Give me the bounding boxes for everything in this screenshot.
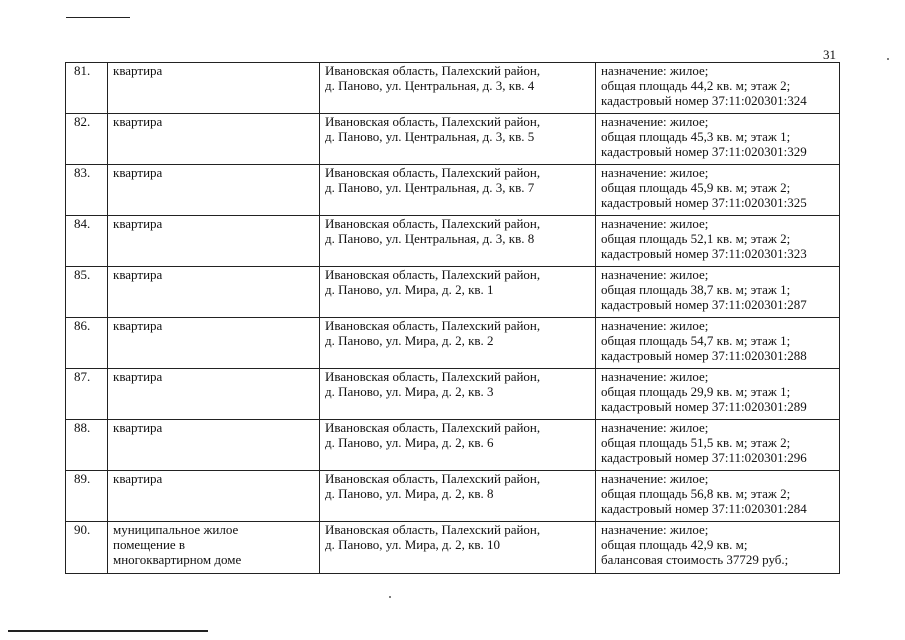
object-name-cell [108, 522, 320, 574]
register-body [66, 63, 840, 574]
object-details-line: общая площадь 45,9 кв. м; этаж 2; [601, 180, 791, 195]
object-address-line: Ивановская область, Палехский район, [325, 318, 541, 333]
object-name-line: квартира [113, 420, 163, 435]
object-details-line: назначение: жилое; [601, 114, 709, 129]
table-row [66, 114, 840, 165]
object-name-line: квартира [113, 369, 163, 384]
object-details-cell [596, 165, 840, 216]
object-details-line: общая площадь 44,2 кв. м; этаж 2; [601, 78, 791, 93]
object-address-line: Ивановская область, Палехский район, [325, 165, 541, 180]
object-details-cell [596, 471, 840, 522]
object-address-line: Ивановская область, Палехский район, [325, 63, 541, 78]
object-details-cell [596, 318, 840, 369]
object-name-line: квартира [113, 216, 163, 231]
table-row [66, 165, 840, 216]
object-details-line: кадастровый номер 37:11:020301:296 [601, 450, 807, 465]
object-address-line: д. Паново, ул. Мира, д. 2, кв. 2 [325, 333, 494, 348]
object-address-line: д. Паново, ул. Мира, д. 2, кв. 1 [325, 282, 494, 297]
object-name-cell [108, 318, 320, 369]
object-details-line: общая площадь 52,1 кв. м; этаж 2; [601, 231, 791, 246]
object-name-line: квартира [113, 471, 163, 486]
object-name-line: квартира [113, 318, 163, 333]
object-name-cell [108, 267, 320, 318]
object-name-cell [108, 471, 320, 522]
object-details-line: общая площадь 42,9 кв. м; [601, 537, 748, 552]
object-name-line: муниципальное жилое [113, 522, 239, 537]
object-details-line: общая площадь 51,5 кв. м; этаж 2; [601, 435, 791, 450]
object-address-cell [320, 369, 596, 420]
object-address-line: Ивановская область, Палехский район, [325, 114, 541, 129]
row-number-cell: 85. [66, 267, 108, 318]
object-name-cell [108, 114, 320, 165]
object-address-line: Ивановская область, Палехский район, [325, 267, 541, 282]
table-row [66, 63, 840, 114]
object-address-line: Ивановская область, Палехский район, [325, 369, 541, 384]
object-address-line: д. Паново, ул. Мира, д. 2, кв. 3 [325, 384, 494, 399]
object-name-cell [108, 63, 320, 114]
object-address-cell [320, 165, 596, 216]
row-number-cell: 87. [66, 369, 108, 420]
object-details-line: назначение: жилое; [601, 522, 709, 537]
row-number-cell: 88. [66, 420, 108, 471]
table-row [66, 267, 840, 318]
object-address-cell [320, 267, 596, 318]
object-details-line: кадастровый номер 37:11:020301:325 [601, 195, 807, 210]
object-name-cell [108, 369, 320, 420]
object-address-line: Ивановская область, Палехский район, [325, 522, 541, 537]
object-address-line: д. Паново, ул. Центральная, д. 3, кв. 8 [325, 231, 535, 246]
page-number: 31 [823, 47, 836, 62]
object-details-line: назначение: жилое; [601, 471, 709, 486]
object-address-cell [320, 522, 596, 574]
object-name-line: квартира [113, 267, 163, 282]
object-details-line: кадастровый номер 37:11:020301:287 [601, 297, 807, 312]
table-row [66, 318, 840, 369]
object-details-line: назначение: жилое; [601, 318, 709, 333]
object-name-cell [108, 420, 320, 471]
object-address-cell [320, 216, 596, 267]
object-details-cell [596, 216, 840, 267]
object-address-line: д. Паново, ул. Центральная, д. 3, кв. 5 [325, 129, 535, 144]
object-name-line: помещение в [113, 537, 186, 552]
object-details-line: назначение: жилое; [601, 369, 709, 384]
object-address-line: д. Паново, ул. Центральная, д. 3, кв. 4 [325, 78, 535, 93]
object-name-line: многоквартирном доме [113, 552, 242, 567]
object-details-line: общая площадь 29,9 кв. м; этаж 1; [601, 384, 791, 399]
object-details-line: общая площадь 45,3 кв. м; этаж 1; [601, 129, 791, 144]
object-name-cell [108, 165, 320, 216]
object-details-cell [596, 267, 840, 318]
row-number-cell: 82. [66, 114, 108, 165]
object-details-line: назначение: жилое; [601, 267, 709, 282]
row-number-cell: 81. [66, 63, 108, 114]
table-row [66, 522, 840, 574]
object-details-cell [596, 63, 840, 114]
object-address-cell [320, 471, 596, 522]
object-details-line: общая площадь 56,8 кв. м; этаж 2; [601, 486, 791, 501]
object-details-cell [596, 522, 840, 574]
property-register-table [65, 62, 840, 574]
object-name-line: квартира [113, 63, 163, 78]
object-name-line: квартира [113, 165, 163, 180]
row-number-cell: 83. [66, 165, 108, 216]
object-details-line: назначение: жилое; [601, 165, 709, 180]
header-rule [66, 17, 130, 18]
table-row [66, 369, 840, 420]
object-details-cell [596, 114, 840, 165]
object-address-line: Ивановская область, Палехский район, [325, 420, 541, 435]
object-address-line: Ивановская область, Палехский район, [325, 216, 541, 231]
object-details-line: кадастровый номер 37:11:020301:323 [601, 246, 807, 261]
object-address-cell [320, 114, 596, 165]
object-details-line: назначение: жилое; [601, 420, 709, 435]
row-number-cell: 90. [66, 522, 108, 574]
object-address-line: д. Паново, ул. Центральная, д. 3, кв. 7 [325, 180, 535, 195]
object-address-line: д. Паново, ул. Мира, д. 2, кв. 10 [325, 537, 501, 552]
table-row [66, 471, 840, 522]
scan-speck [389, 596, 391, 598]
object-details-line: кадастровый номер 37:11:020301:284 [601, 501, 807, 516]
row-number-cell: 89. [66, 471, 108, 522]
object-details-cell [596, 420, 840, 471]
object-address-line: д. Паново, ул. Мира, д. 2, кв. 8 [325, 486, 494, 501]
object-details-line: назначение: жилое; [601, 216, 709, 231]
object-details-line: назначение: жилое; [601, 63, 709, 78]
object-details-line: балансовая стоимость 37729 руб.; [601, 552, 789, 567]
row-number-cell: 86. [66, 318, 108, 369]
table-row [66, 216, 840, 267]
object-details-line: общая площадь 38,7 кв. м; этаж 1; [601, 282, 791, 297]
scan-speck [887, 58, 889, 60]
footer-rule [8, 630, 208, 632]
object-name-line: квартира [113, 114, 163, 129]
object-name-cell [108, 216, 320, 267]
object-details-line: кадастровый номер 37:11:020301:329 [601, 144, 807, 159]
object-details-line: кадастровый номер 37:11:020301:324 [601, 93, 807, 108]
object-details-cell [596, 369, 840, 420]
row-number-cell: 84. [66, 216, 108, 267]
object-details-line: кадастровый номер 37:11:020301:288 [601, 348, 807, 363]
object-address-cell [320, 318, 596, 369]
object-address-cell [320, 420, 596, 471]
object-details-line: кадастровый номер 37:11:020301:289 [601, 399, 807, 414]
object-address-line: д. Паново, ул. Мира, д. 2, кв. 6 [325, 435, 494, 450]
object-address-line: Ивановская область, Палехский район, [325, 471, 541, 486]
object-address-cell [320, 63, 596, 114]
table-row [66, 420, 840, 471]
object-details-line: общая площадь 54,7 кв. м; этаж 1; [601, 333, 791, 348]
